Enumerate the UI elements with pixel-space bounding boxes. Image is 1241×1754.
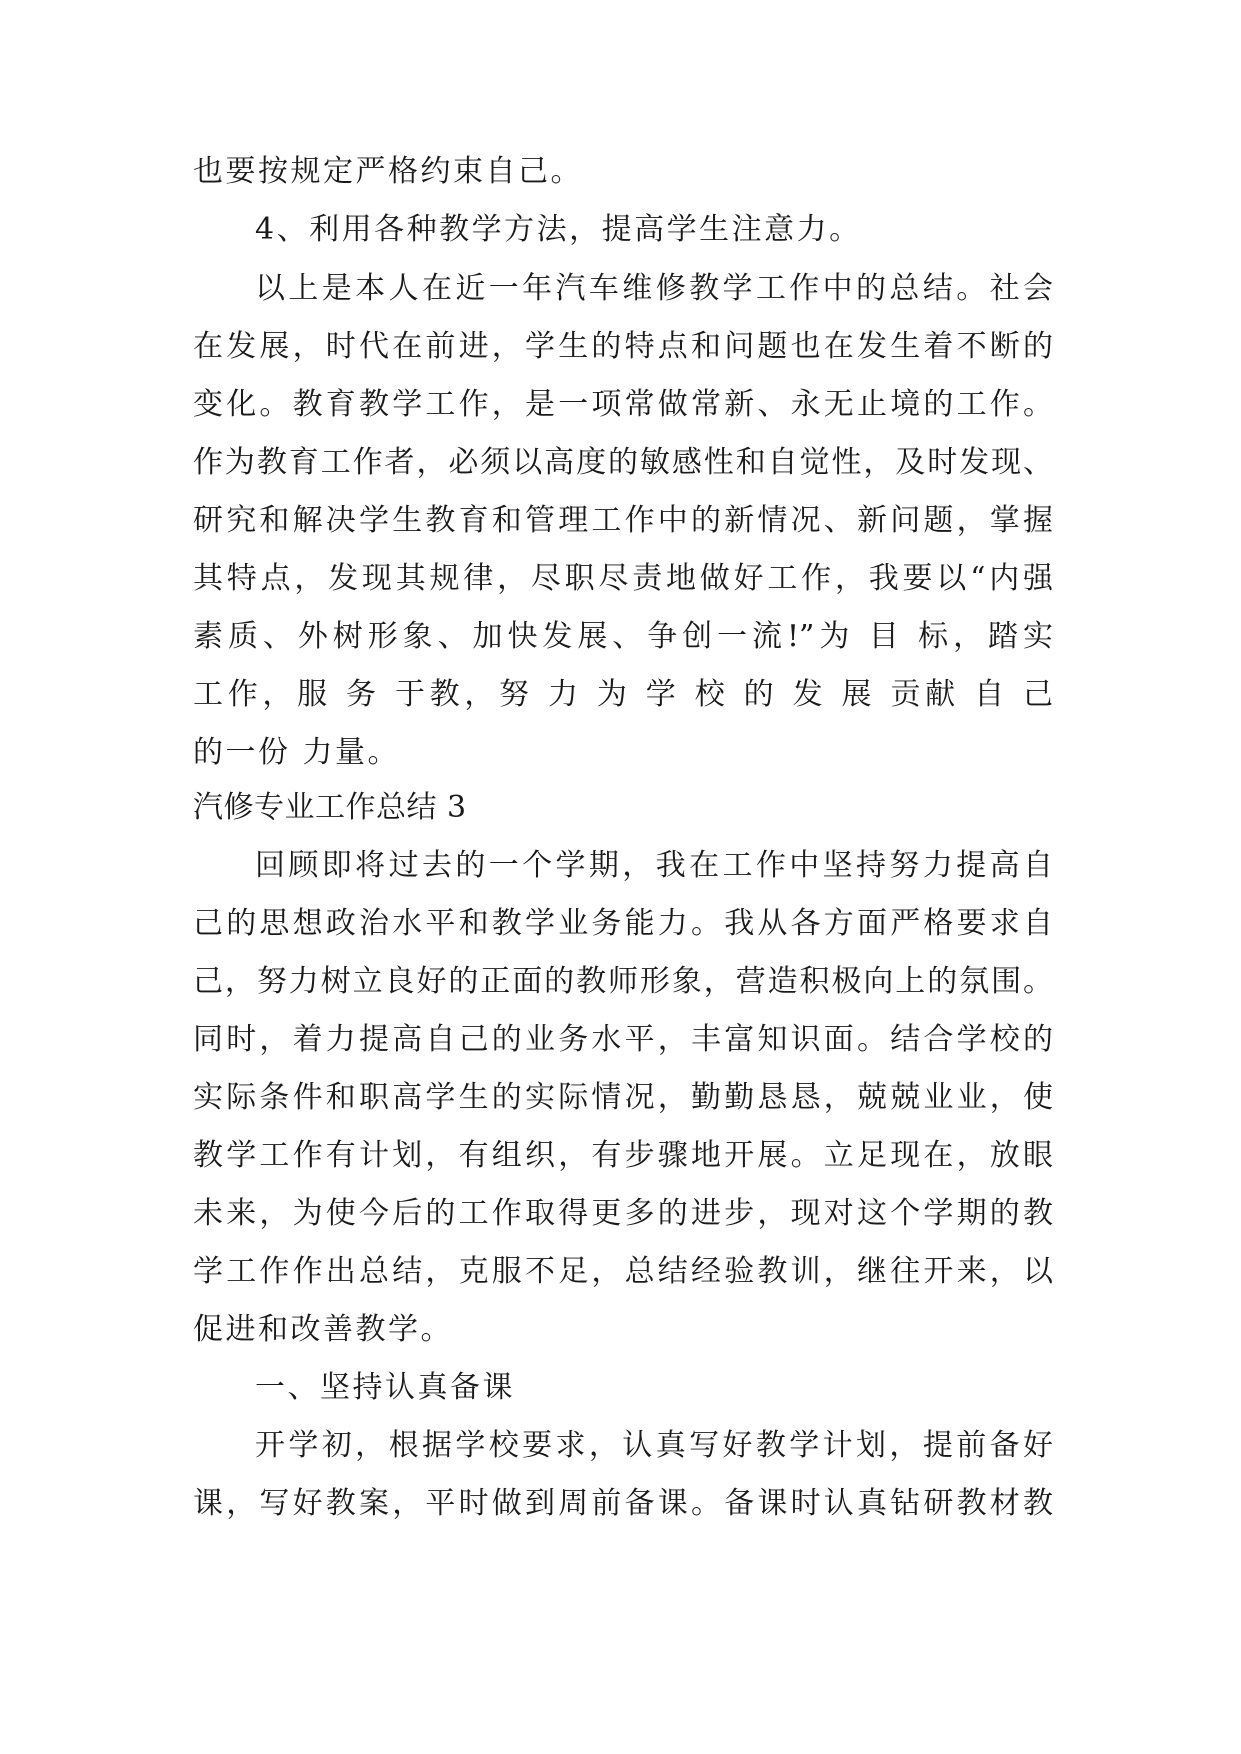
text-line: 变化。教育教学工作，是一项常做常新、永无止境的工作。: [193, 387, 1053, 422]
paragraph-start-line: 以上是本人在近一年汽车维修教学工作中的总结。社会: [255, 271, 1053, 306]
text-line: 己的思想政治水平和教学业务能力。我从各方面严格要求自: [193, 906, 1053, 941]
text-line: 也要按规定严格约束自己。: [193, 154, 583, 189]
text-line: 教学工作有计划，有组织，有步骤地开展。立足现在，放眼: [193, 1138, 1053, 1173]
text-line: 学工作作出总结，克服不足，总结经验教训，继往开来，以: [193, 1254, 1053, 1289]
paragraph-start-line: 开学初，根据学校要求，认真写好教学计划，提前备好: [255, 1428, 1053, 1463]
text-line: 作为教育工作者，必须以高度的敏感性和自觉性，及时发现、: [193, 445, 1053, 480]
text-line: 的一份 力量。: [193, 735, 401, 770]
text-line: 促进和改善教学。: [193, 1312, 453, 1347]
text-line: 其特点，发现其规律，尽职尽责地做好工作，我要以“内强: [193, 561, 1053, 596]
text-line: 研究和解决学生教育和管理工作中的新情况、新问题，掌握: [193, 503, 1053, 538]
text-line: 未来，为使今后的工作取得更多的进步，现对这个学期的教: [193, 1196, 1053, 1231]
text-line: 实际条件和职高学生的实际情况，勤勤恳恳，兢兢业业，使: [193, 1080, 1053, 1115]
text-line: 己，努力树立良好的正面的教师形象，营造积极向上的氛围。: [193, 964, 1053, 999]
text-line: 素质、外树形象、加快发展、争创一流!”为 目 标，踏实: [193, 619, 1053, 654]
paragraph-start-line: 回顾即将过去的一个学期，我在工作中坚持努力提高自: [255, 848, 1053, 883]
section-title: 汽修专业工作总结 3: [193, 790, 467, 825]
text-line: 工作，服 务 于教，努 力 为 学 校 的 发 展 贡献 自 己: [193, 677, 1053, 712]
subsection-heading: 一、坚持认真备课: [255, 1370, 515, 1405]
text-line: 同时，着力提高自己的业务水平，丰富知识面。结合学校的: [193, 1022, 1053, 1057]
text-line: 在发展，时代在前进，学生的特点和问题也在发生着不断的: [193, 329, 1053, 364]
text-line: 4、利用各种教学方法，提高学生注意力。: [255, 212, 862, 247]
text-line: 课，写好教案，平时做到周前备课。备课时认真钻研教材教: [193, 1486, 1053, 1521]
